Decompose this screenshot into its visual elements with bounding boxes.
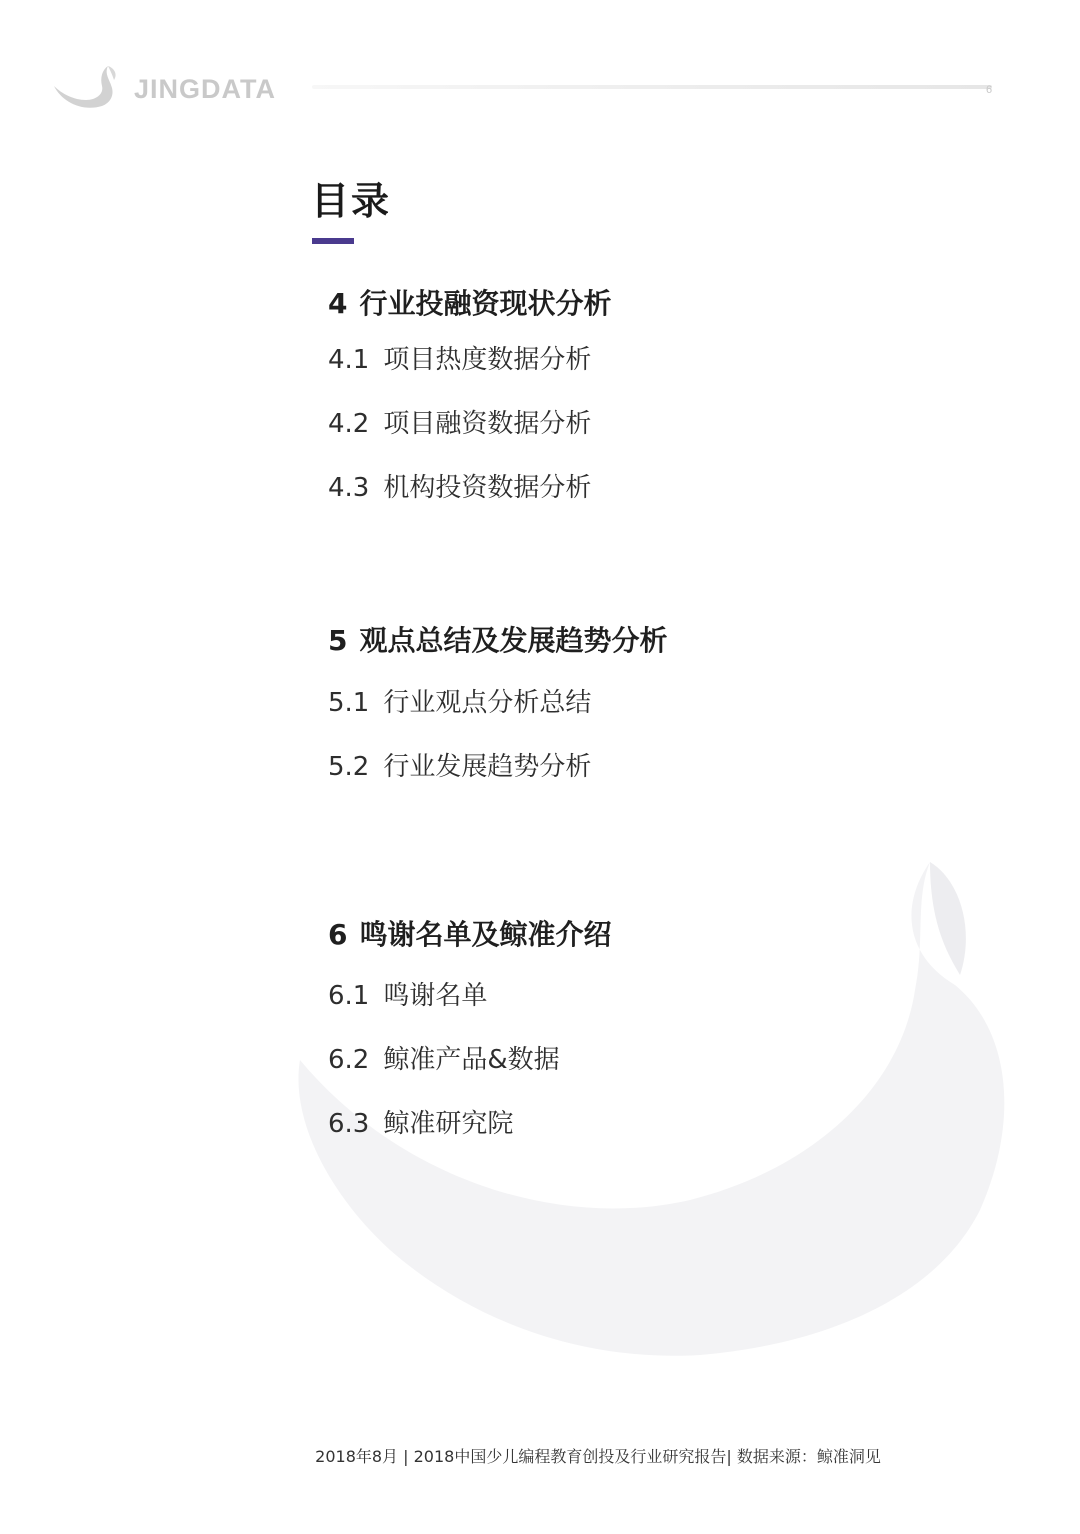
toc-section-6 (328, 915, 612, 1144)
toc-item[interactable] (328, 340, 612, 380)
page-number: 6 (986, 84, 993, 96)
title-accent-bar (312, 238, 354, 244)
item-title: 项目融资数据分析 (383, 409, 592, 439)
toc-item[interactable] (328, 683, 668, 723)
header-divider (312, 85, 992, 89)
section-heading[interactable] (328, 284, 612, 324)
section-title: 观点总结及发展趋势分析 (359, 624, 668, 657)
item-title: 鲸准产品&数据 (383, 1045, 560, 1075)
item-title: 行业发展趋势分析 (383, 752, 592, 782)
item-title: 机构投资数据分析 (383, 473, 592, 503)
item-title: 行业观点分析总结 (383, 688, 592, 718)
item-number: 4.2 (328, 409, 370, 439)
page-header (0, 0, 1080, 130)
item-number: 4.3 (328, 473, 370, 503)
section-heading[interactable] (328, 621, 668, 661)
item-number: 6.1 (328, 981, 370, 1011)
section-heading[interactable] (328, 915, 612, 955)
toc-item[interactable] (328, 976, 612, 1016)
jingdata-logo (52, 62, 282, 114)
item-title: 项目热度数据分析 (383, 345, 592, 375)
logo-text: JINGDATA (134, 74, 276, 104)
section-title: 行业投融资现状分析 (359, 287, 612, 320)
toc-section-5 (328, 621, 668, 787)
section-number: 6 (328, 918, 348, 951)
item-number: 5.2 (328, 752, 370, 782)
page-footer: 2018年8月 | 2018中国少儿编程教育创投及行业研究报告| 数据来源：鲸准洞见 (315, 1447, 881, 1466)
toc-item[interactable] (328, 1104, 612, 1144)
toc-item[interactable] (328, 1040, 612, 1080)
section-number: 5 (328, 624, 348, 657)
toc-section-4 (328, 284, 612, 508)
item-number: 6.3 (328, 1109, 370, 1139)
toc-title: 目录 (311, 179, 392, 223)
toc-item[interactable] (328, 747, 668, 787)
section-number: 4 (328, 287, 348, 320)
item-number: 5.1 (328, 688, 370, 718)
item-title: 鸣谢名单 (383, 981, 488, 1011)
toc-item[interactable] (328, 468, 612, 508)
item-number: 4.1 (328, 345, 370, 375)
item-title: 鲸准研究院 (383, 1109, 514, 1139)
item-number: 6.2 (328, 1045, 370, 1075)
section-title: 鸣谢名单及鲸准介绍 (359, 918, 612, 951)
whale-logo-icon (52, 62, 118, 114)
toc-item[interactable] (328, 404, 612, 444)
